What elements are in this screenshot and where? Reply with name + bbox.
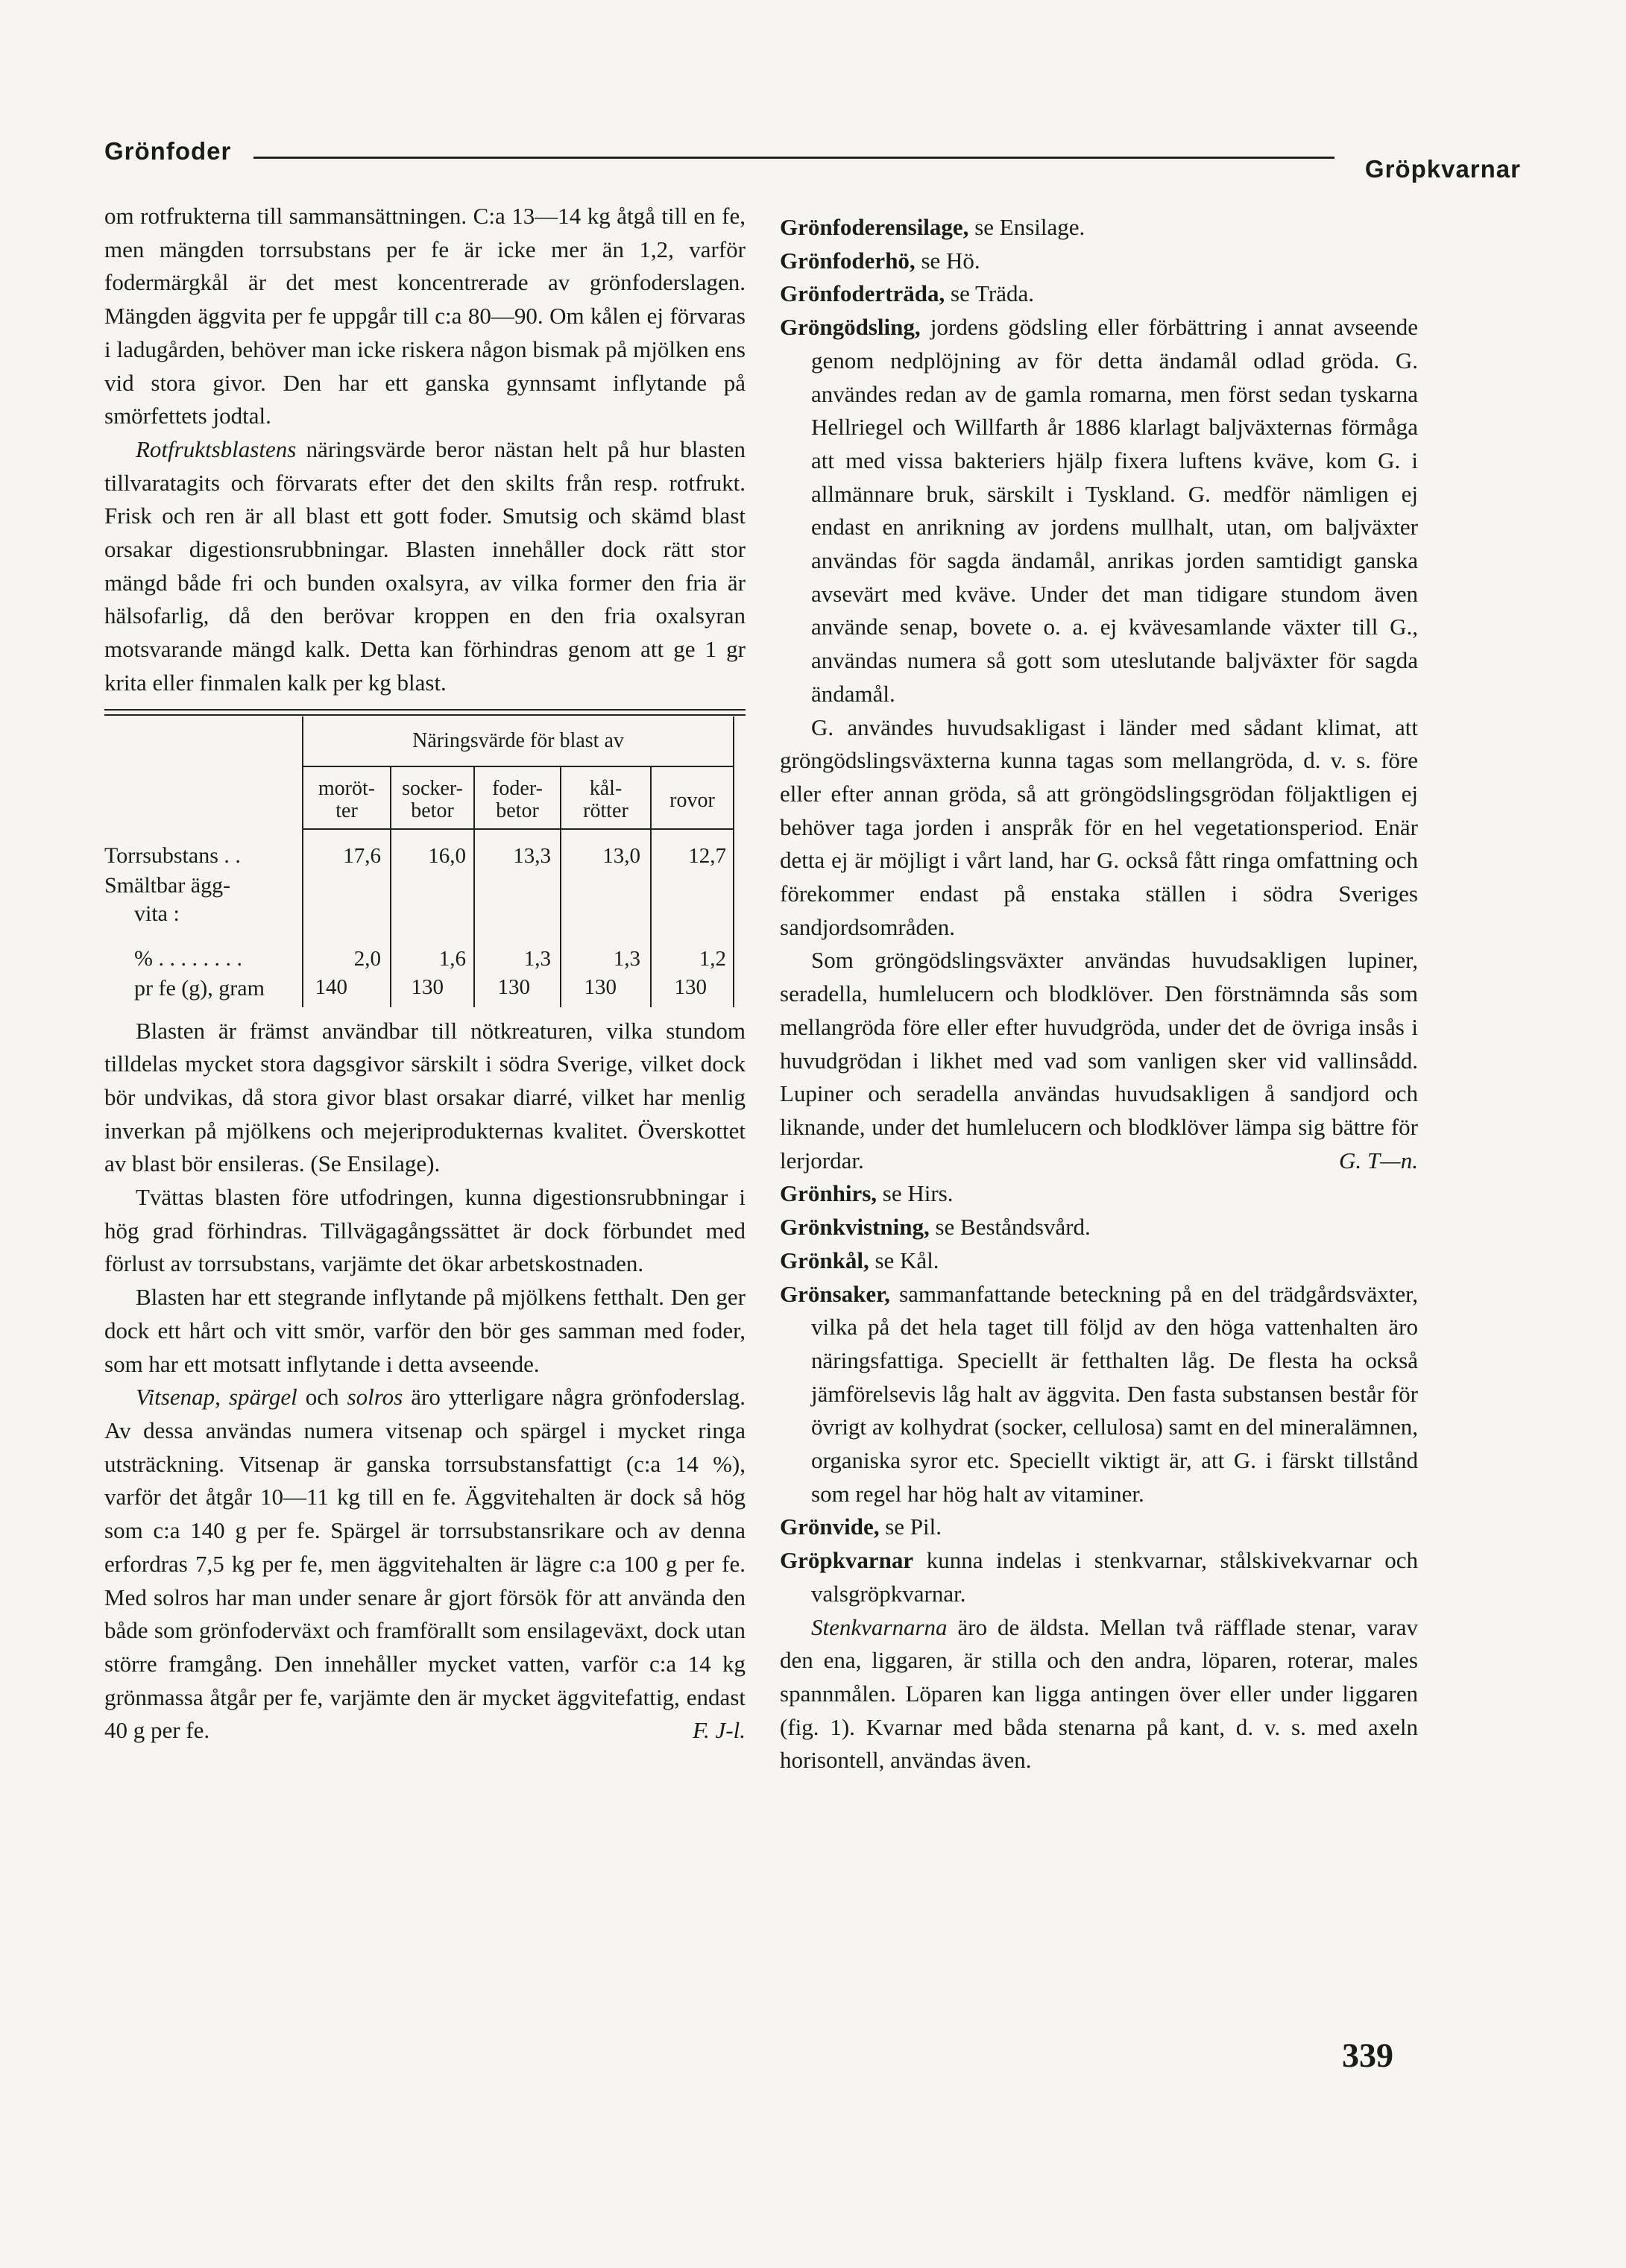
entry-head: Grönfoderensilage, bbox=[780, 214, 969, 240]
table-cell: 1,2 bbox=[699, 946, 726, 971]
table-rule bbox=[104, 709, 746, 711]
row-label: % . . . . . . . . bbox=[134, 945, 242, 971]
page-number: 339 bbox=[1342, 2036, 1393, 2074]
entry-head: Grönfoderhö, bbox=[780, 247, 916, 274]
table-cell: 13,3 bbox=[513, 843, 551, 868]
entry: Gröngödsling, jordens gödsling eller förbättring i annat avseende genom nedplöjning av för detta ändamål odlad gröda. G. användes redan av de gamla romarna, men först sedan tyskarna Hellriegel och Willfarth år 1886 klarlagt baljväxternas förmåga att med vissa bakteriers hjälp fixera luftens kväve, kom G. i allmännare bruk, särskilt i Tyskland. G. medför nämligen ej endast en anrikning av jordens mullhalt, utan, om baljväxter användas för sagda ändamål, anrikas jorden samtidigt ganska avsevärt med kväve. Under det man tidigare stundom även använde senap, bovete o. a. ej kvävesamlande växter till G., användas numera så gott som uteslutande baljväxter för sagda ändamål. bbox=[780, 314, 1418, 707]
entry: Grönfoderensilage, se Ensilage. bbox=[780, 214, 1085, 240]
emphasis: Vitsenap, spärgel bbox=[136, 1384, 297, 1411]
table-cell: 130 bbox=[411, 974, 444, 999]
entry: Grönvide, se Pil. bbox=[780, 1513, 942, 1540]
table-cell: 16,0 bbox=[428, 843, 466, 868]
paragraph: Stenkvarnarna äro de äldsta. Mellan två räfflade stenar, varav den ena, liggaren, är stilla och den andra, löparen, roterar, males spannmålen. Löparen kan ligga antingen över eller under liggaren (fig. 1). Kvarnar med båda stenarna på kant, d. v. s. med axeln horisontell, användas även. bbox=[780, 1613, 1418, 1774]
paragraph: om rotfrukterna till sammansättningen. C:a 13—14 kg åtgå till en fe, men mängden torrsubstans per fe är icke mer än 1,2, varför fodermärgkål är det mest koncentrerade av grönfoderslagen. Mängden äggvita per fe uppgår till c:a 80—90. Om kålen ej förvaras i ladugården, behöver man icke riskera någon bismak på mjölken ens vid stora givor. Den har ett ganska gynnsamt inflytande på smörfettets jodtal. bbox=[104, 203, 746, 429]
emphasis: solros bbox=[347, 1384, 403, 1411]
table-cell: 2,0 bbox=[353, 946, 381, 971]
header-right-title: Gröpkvarnar bbox=[1364, 155, 1521, 183]
paragraph: G. användes huvudsakligast i länder med sådant klimat, att gröngödslingsväxterna kunna tagas som mellangröda, d. v. s. före eller efter annan gröda, så att gröngödslingsgrödan följaktligen ej behöver taga jorden i anspråk för en hel vegetationsperiod. Enär detta ej är möjligt i vårt land, har G. också fått ringa omfattning och förekommer endast på enstaka ställen i södra Sveriges sandjordsområden. bbox=[780, 714, 1418, 940]
row-label: pr fe (g), gram bbox=[134, 975, 265, 1001]
nutrition-table bbox=[104, 709, 746, 1007]
entry: Grönkål, se Kål. bbox=[780, 1247, 939, 1273]
author-signature: F. J-l. bbox=[693, 1717, 746, 1744]
table-vline bbox=[733, 716, 734, 1007]
column-header: socker- betor bbox=[402, 776, 463, 822]
table-hline bbox=[302, 828, 734, 830]
entry: Gröpkvarnar kunna indelas i stenkvarnar, stålskivekvarnar och valsgröpkvarnar. bbox=[780, 1547, 1418, 1607]
table-cell: 140 bbox=[315, 974, 347, 999]
left-column bbox=[104, 200, 746, 1748]
paragraph: Vitsenap, spärgel och solros äro ytterligare några grönfoderslag. Av dessa användas numera vitsenap och spärgel i mycket ringa utsträckning. Vitsenap är ganska torrsubstansfattigt (c:a 14 %), varför det åtgår 10—11 kg till en fe. Äggvitehalten är dock så hög som c:a 140 g per fe. Spärgel är torrsubstansrikare och av denna erfordras 7,5 kg per fe, men äggvitehalten är lägre c:a 100 g per fe. Med solros har man under senare år gjort försök för att använda den både som grönfoderväxt och framförallt som ensilageväxt, dock utan större framgång. Den innehåller mycket vatten, varför c:a 14 kg grönmassa åtgår per fe, varjämte den är mycket äggvitefattig, endast 40 g per fe. F. J-l. bbox=[104, 1381, 746, 1748]
entry: Grönhirs, se Hirs. bbox=[780, 1180, 954, 1207]
entry-head: Grönkvistning, bbox=[780, 1214, 930, 1241]
entry-head: Gröpkvarnar bbox=[780, 1547, 914, 1574]
entry-head: Grönsaker, bbox=[780, 1280, 890, 1307]
table-rule bbox=[104, 714, 746, 716]
emphasis: Rotfruktsblastens bbox=[136, 435, 297, 462]
entry-head: Gröngödsling, bbox=[780, 314, 921, 341]
entry-head: Grönvide, bbox=[780, 1513, 880, 1540]
paragraph: Blasten har ett stegrande inflytande på mjölkens fetthalt. Den ger dock ett hårt och vitt smör, varför den bör ges samman med foder, som har ett motsatt inflytande i detta avseende. bbox=[104, 1284, 746, 1377]
table-cell: 17,6 bbox=[343, 843, 381, 868]
right-column bbox=[780, 211, 1418, 1777]
column-header: foder- betor bbox=[492, 776, 543, 822]
row-label: vita : bbox=[134, 901, 180, 926]
header-left-title: Grönfoder bbox=[104, 137, 232, 165]
paragraph: Tvättas blasten före utfodringen, kunna digestionsrubbningar i hög grad förhindras. Tillvägagångssättet är dock förbundet med förlust av torrsubstans, varjämte det ökar arbetskostnaden. bbox=[104, 1184, 746, 1277]
entry: Grönfoderhö, se Hö. bbox=[780, 247, 980, 274]
row-label: Smältbar ägg- bbox=[104, 872, 231, 898]
header-rule bbox=[253, 157, 1334, 159]
table-cell: 12,7 bbox=[688, 843, 726, 868]
entry-head: Grönhirs, bbox=[780, 1180, 877, 1207]
entry: Grönkvistning, se Beståndsvård. bbox=[780, 1214, 1091, 1241]
emphasis: Stenkvarnarna bbox=[811, 1613, 948, 1640]
table-cell: 1,6 bbox=[438, 946, 466, 971]
table-group-header: Näringsvärde för blast av bbox=[412, 728, 624, 752]
table-cell: 130 bbox=[674, 974, 707, 999]
entry-head: Grönfoderträda, bbox=[780, 280, 945, 307]
table-hline bbox=[302, 766, 734, 767]
paragraph: Som gröngödslingsväxter användas huvudsakligen lupiner, seradella, humlelucern och blodklöver. Den förstnämnda sås som mellangröda före eller efter huvudgröda, under det de övriga insås i huvudgrödan i likhet med vad som vanligen sker vid vallinsådd. Lupiner och seradella användas huvudsakligen å sandjord och liknande, under det humlelucern och blodklöver lämpa sig bättre för lerjordar. G. T—n. bbox=[780, 944, 1418, 1177]
column-header: kål- rötter bbox=[583, 776, 628, 822]
entry: Grönsaker, sammanfattande beteckning på en del trädgårdsväxter, vilka på det hela taget till följd av den höga vattenhalten äro näringsfattiga. Speciellt är fetthalten låg. De flesta ha också jämförelsevis låg halt av äggvita. Den fasta substansen består för övrigt av kolhydrat (socker, cellulosa) samt en del mineralämnen, organiska syror etc. Speciellt viktigt är, att G. i färskt tillstånd som regel har hög halt av vitaminer. bbox=[780, 1280, 1418, 1507]
table-cell: 1,3 bbox=[523, 946, 551, 971]
table-cell: 13,0 bbox=[602, 843, 640, 868]
table-cell: 1,3 bbox=[613, 946, 640, 971]
table-cell: 130 bbox=[497, 974, 530, 999]
paragraph-text: näringsvärde beror nästan helt på hur blasten tillvaratagits och förvarats efter det den skilts från resp. rotfrukt. Frisk och ren är all blast ett gott foder. Smutsig och skämd blast orsakar digestionsrubbningar. Blasten innehåller dock rätt stor mängd både fri och bunden oxalsyra, av vilka former den fria är hälsofarlig, då den berövar kroppen en den fria oxalsyran motsvarande mängd kalk. Detta kan förhindras genom att ge 1 gr krita eller finmalen kalk per kg blast. bbox=[104, 435, 746, 696]
column-header: rovor bbox=[669, 788, 715, 812]
paragraph bbox=[104, 433, 746, 700]
column-header: moröt- ter bbox=[318, 776, 376, 822]
row-label: Torrsubstans . . bbox=[104, 842, 241, 868]
running-header bbox=[104, 137, 1521, 182]
entry: Grönfoderträda, se Träda. bbox=[780, 280, 1034, 307]
table-cell: 130 bbox=[584, 974, 617, 999]
paragraph: Blasten är främst användbar till nötkreaturen, vilka stundom tilldelas mycket stora dagsgivor särskilt i södra Sverige, vilket dock bör undvikas, då stora givor blast orsakar diarré, vilket har menlig inverkan på mjölkens och mejeriprodukternas kvalitet. Överskottet av blast bör ensileras. (Se Ensilage). bbox=[104, 1017, 746, 1177]
entry-head: Grönkål, bbox=[780, 1247, 869, 1273]
author-signature: G. T—n. bbox=[1339, 1147, 1418, 1174]
